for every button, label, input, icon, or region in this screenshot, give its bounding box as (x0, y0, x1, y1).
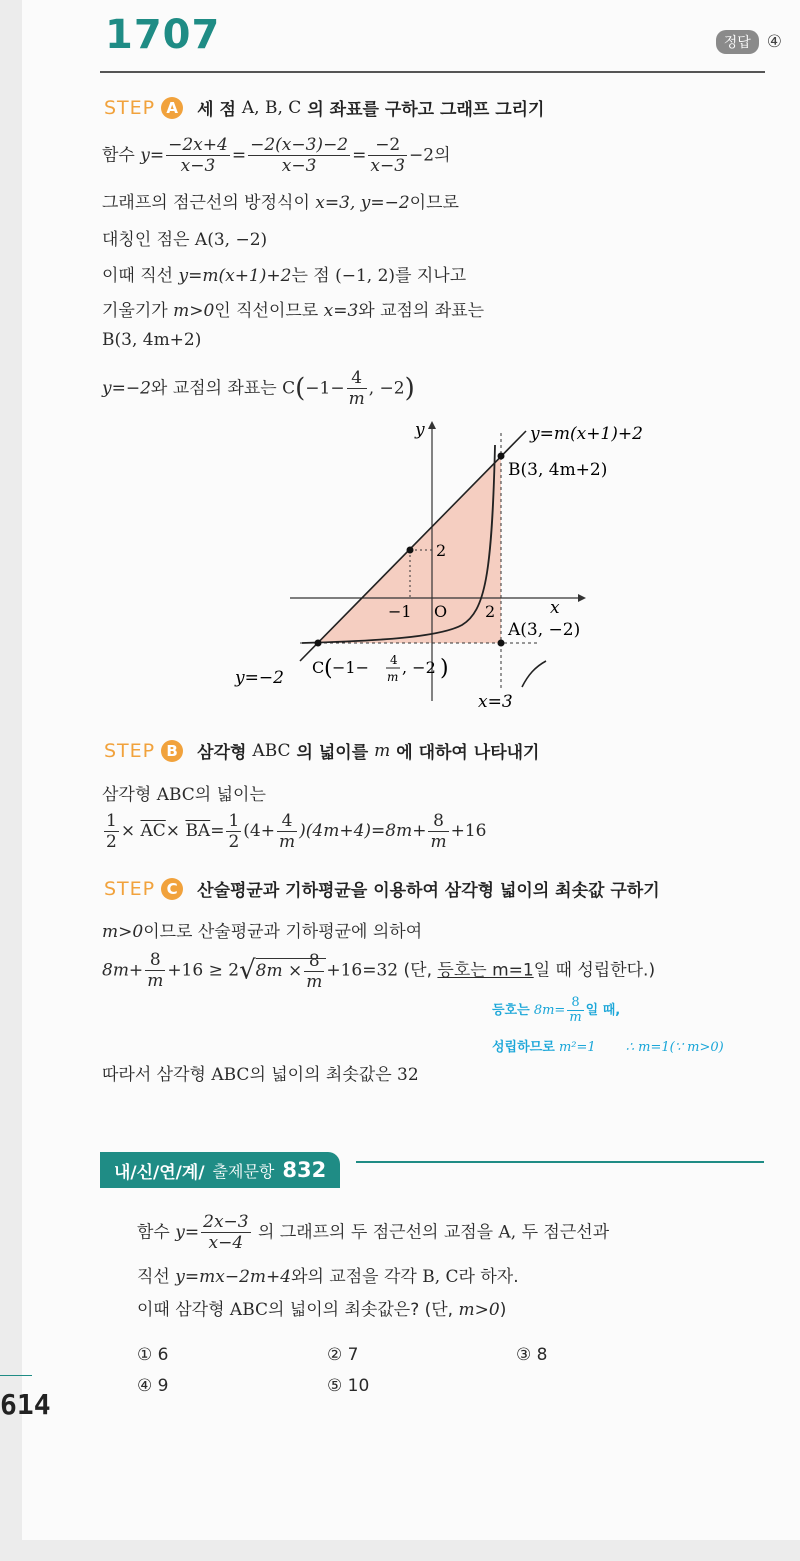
a1-f1-num: −2x+4 (168, 135, 228, 155)
point-c-dot (315, 640, 322, 647)
step-b-heading (104, 738, 539, 763)
conclusion-mid: 의 넓이의 최솟값은 (249, 1065, 392, 1085)
b2-times-2: × (165, 821, 181, 841)
a1-y: y (140, 145, 150, 166)
point-neg1-2-dot (407, 547, 414, 554)
b2-close: )(4m+4)=8m+ (299, 821, 427, 841)
step-b-title-mid: 의 넓이를 (296, 743, 369, 763)
step-a-line-1: 함수 y= $\frac{-2x+4}{x-3}$ = $\frac{-2(x-3)-2}{x-3}$ = $\frac{-2}{x-3}$ −2의 (102, 135, 451, 176)
step-c-line-1 (102, 917, 422, 942)
choice-5[interactable]: ⑤ 10 (327, 1376, 370, 1396)
equality-note-1 (492, 996, 620, 1025)
a5-math: m>0 (173, 301, 215, 321)
a4-math2: (−1, 2) (335, 266, 396, 286)
rational-function-graph (200, 405, 700, 715)
e2-bc: B, C (422, 1267, 459, 1287)
a1-f1-den: x−3 (180, 156, 216, 176)
step-a-circle: A (161, 97, 183, 119)
point-c-pre: C (312, 658, 325, 677)
a1-frac-2 (248, 135, 350, 176)
e3-math: m>0 (458, 1300, 500, 1320)
c2-sqrt-fnum: 8 (304, 951, 324, 972)
choice-2[interactable]: ② 7 (327, 1345, 359, 1365)
a4-math: y=m(x+1)+2 (178, 266, 292, 286)
point-c-fden: m (387, 670, 399, 684)
answer-badge: 정답 (716, 30, 759, 54)
c2-c: +16=32 (326, 960, 399, 981)
origin-label: O (434, 602, 448, 621)
vertical-asymptote-label: x=3 (478, 692, 513, 712)
step-c-line-2 (102, 950, 655, 992)
a1-pre: 함수 (102, 145, 135, 166)
equality-note-2 (492, 1036, 724, 1055)
b1-var: ABC (156, 785, 195, 805)
b2-f4-den: m (279, 832, 296, 852)
note1-frac (567, 996, 583, 1025)
c2-note-ul: 등호는 m=1 (437, 960, 534, 981)
e2-mid: 와의 교점을 각각 (291, 1267, 417, 1287)
b2-times-1: × (120, 821, 136, 841)
c2-note-open: (단, (403, 960, 432, 981)
step-a-line-7 (102, 368, 415, 409)
e3-post: ) (499, 1300, 507, 1320)
point-c-close-paren: ) (440, 656, 449, 681)
step-b-circle: B (161, 740, 183, 762)
answer-box (716, 30, 782, 54)
a2-pre: 그래프의 점근선의 방정식이 (102, 193, 310, 213)
choice-1[interactable]: ① 6 (137, 1345, 169, 1365)
step-c-heading (104, 876, 660, 901)
a1-f2-num: −2(x−3)−2 (250, 135, 349, 155)
c1-math: m>0 (102, 922, 144, 942)
note1-fnum: 8 (567, 996, 583, 1011)
e1-fnum: 2x−3 (203, 1212, 249, 1232)
a1-f3-num: −2 (368, 135, 407, 156)
step-a-heading (104, 95, 544, 120)
note1-pre: 등호는 (492, 1003, 530, 1018)
b1-post: 의 넓이는 (194, 785, 266, 805)
sqrt-sign: √ (239, 955, 256, 986)
exam-tag-keyword: 내/신/연/계/ (114, 1162, 205, 1183)
e1-pre: 함수 (137, 1222, 170, 1243)
step-c-title: 산술평균과 기하평균을 이용하여 삼각형 넓이의 최솟값 구하기 (197, 881, 660, 901)
exam-line-3 (137, 1295, 506, 1320)
note2-math: m²=1 (558, 1040, 596, 1055)
point-a-label: A(3, −2) (508, 620, 581, 640)
e1-post2: 두 점근선과 (521, 1222, 610, 1243)
y-axis-arrow (428, 421, 436, 429)
e2-math: y=mx−2m+4 (175, 1267, 292, 1287)
a1-eq: = (149, 145, 165, 166)
step-a-line-5 (102, 296, 484, 321)
step-a-line-6 (102, 330, 201, 350)
step-a-line-3 (102, 225, 267, 250)
b1-pre: 삼각형 (102, 785, 152, 805)
a3-math: A(3, −2) (194, 230, 268, 250)
e2-pre: 직선 (137, 1267, 170, 1287)
step-b-label: STEP (104, 739, 156, 762)
b2-open: (4+ (243, 821, 275, 841)
a7-math: y=−2 (102, 378, 151, 399)
a5-post: 와 교점의 좌표는 (358, 301, 485, 321)
point-a-dot (498, 640, 505, 647)
e3-pre: 이때 삼각형 (137, 1300, 225, 1320)
b2-half-num: 1 (106, 811, 117, 831)
header-rule (100, 71, 765, 73)
exam-rule (356, 1161, 764, 1163)
x-axis-arrow (578, 594, 586, 602)
b2-frac-4m (277, 811, 297, 852)
b2-half (104, 811, 119, 852)
c2-frac (145, 950, 165, 991)
e1-post: 의 그래프의 두 점근선의 교점을 (258, 1222, 494, 1243)
point-b-dot (498, 453, 505, 460)
e1-a: A, (498, 1222, 517, 1243)
tick-x-2: 2 (485, 602, 496, 621)
page-number: 614 (0, 1388, 51, 1421)
b2-seg-ba: $\overline{BA}$ (185, 821, 211, 841)
tick-neg1: −1 (388, 602, 412, 621)
a2-post: 이므로 (409, 193, 459, 213)
step-a-label: STEP (104, 96, 156, 119)
exam-line-1 (137, 1212, 609, 1253)
point-c-tail: , −2 (402, 658, 436, 677)
exam-line-2 (137, 1262, 519, 1287)
step-b-title-var: ABC (252, 740, 291, 761)
step-c-label: STEP (104, 877, 156, 900)
step-b-line-2 (102, 811, 486, 852)
a4-mid: 는 점 (291, 266, 330, 286)
c2-note-close: 일 때 성립한다.) (533, 960, 656, 981)
c2-b: +16 ≥ 2 (167, 960, 240, 981)
point-c-open-paren: ( (324, 656, 333, 681)
a4-post: 를 지나고 (395, 266, 467, 286)
note1-math: 8m= (533, 1003, 566, 1018)
note2-pre: 성립하므로 (492, 1040, 555, 1055)
b2-eq: = (210, 821, 225, 841)
a6-math: B(3, 4m+2) (102, 330, 202, 350)
exam-linked-tab (100, 1152, 340, 1188)
step-a-title-post: 의 좌표를 구하고 그래프 그리기 (307, 100, 545, 120)
b2-half-2 (226, 811, 241, 852)
a1-f3-den: x−3 (370, 156, 406, 176)
a7-inner: −1− (305, 378, 345, 399)
conclusion-var: ABC (211, 1065, 250, 1085)
note2-tail: ∴ m=1(∵ m>0) (625, 1040, 724, 1055)
problem-number: 1707 (105, 12, 221, 58)
a5-math2: x=3 (323, 301, 359, 321)
step-b-line-1 (102, 780, 266, 805)
step-a-title-var: A, B, C (241, 97, 302, 118)
point-b-label: B(3, 4m+2) (508, 460, 608, 480)
a7-fnum: 4 (347, 368, 367, 389)
b2-f8-num: 8 (428, 811, 448, 832)
a5-mid: 인 직선이므로 (214, 301, 319, 321)
conclusion-pre: 따라서 삼각형 (102, 1065, 206, 1085)
a7-frac (347, 368, 367, 409)
step-c-conclusion (102, 1060, 419, 1085)
a7-close: ) (404, 373, 415, 404)
b2-half-den: 2 (106, 832, 117, 852)
hyperbola-right-branch (522, 661, 546, 687)
step-c-circle: C (161, 878, 183, 900)
a4-pre: 이때 직선 (102, 266, 174, 286)
point-c-label (312, 653, 449, 684)
a3-pre: 대칭인 점은 (102, 230, 190, 250)
line-equation-label: y=m(x+1)+2 (530, 424, 643, 444)
note1-fden: m (569, 1010, 582, 1025)
point-c-inner: −1− (332, 658, 369, 677)
c1-post: 이므로 산술평균과 기하평균에 의하여 (143, 922, 423, 942)
a1-frac-1 (166, 135, 230, 176)
exam-tag-number: 832 (282, 1158, 327, 1182)
a7-fden: m (348, 389, 365, 409)
b2-f8-den: m (430, 832, 447, 852)
b2-seg-ac: $\overline{AC}$ (140, 821, 166, 841)
a1-f2-den: x−3 (281, 156, 317, 176)
b2-frac-8m (428, 811, 448, 852)
x-axis-label: x (550, 598, 560, 618)
e1-frac (201, 1212, 250, 1253)
step-b-title-post: 에 대하여 나타내기 (396, 743, 540, 763)
e2-post: 라 하자. (458, 1267, 519, 1287)
a1-frac-3 (368, 135, 407, 176)
c2-sqrt-fden: m (306, 971, 323, 992)
step-a-line-2 (102, 188, 459, 213)
c2-fnum: 8 (145, 950, 165, 971)
page-number-rule (0, 1375, 32, 1376)
c2-sqrt-a: 8m × (255, 960, 303, 981)
e1-y: y= (175, 1222, 200, 1243)
e3-var: ABC (229, 1300, 269, 1320)
a7-tail: , −2 (368, 378, 405, 399)
answer-value: ④ (766, 32, 782, 52)
tick-y-2: 2 (436, 541, 447, 560)
exam-tag-label: 출제문항 (212, 1161, 275, 1181)
note1-post: 일 때, (585, 1003, 621, 1018)
e1-fden: x−4 (208, 1233, 244, 1253)
step-b-title-pre: 삼각형 (197, 743, 247, 763)
step-a-line-4 (102, 261, 466, 286)
a7-mid: 와 교점의 좌표는 (150, 378, 277, 399)
y-axis-label: y (415, 420, 425, 440)
a7-c: C (282, 378, 296, 399)
b2-half2-num: 1 (228, 811, 240, 831)
c2-a: 8m+ (102, 960, 144, 981)
choice-4[interactable]: ④ 9 (137, 1376, 169, 1396)
a2-math: x=3, y=−2 (315, 193, 410, 213)
c2-sqrt-frac (304, 951, 324, 992)
a1-tail: −2 (409, 145, 435, 166)
b2-f4-num: 4 (277, 811, 297, 832)
point-c-fnum: 4 (390, 653, 398, 667)
step-a-title-pre: 세 점 (197, 100, 236, 120)
choice-3[interactable]: ③ 8 (516, 1345, 548, 1365)
sqrt-body (255, 950, 327, 992)
step-b-title-m: m (374, 740, 391, 761)
c2-fden: m (147, 971, 164, 991)
a7-open: ( (295, 373, 306, 404)
b2-half2-den: 2 (228, 832, 240, 852)
a5-pre: 기울기가 (102, 301, 168, 321)
e3-mid: 의 넓이의 최솟값은? (단, (268, 1300, 454, 1320)
horizontal-asymptote-label: y=−2 (235, 668, 284, 688)
a1-post: 의 (434, 145, 451, 166)
conclusion-val: 32 (397, 1065, 419, 1085)
b2-tail: +16 (450, 821, 487, 841)
